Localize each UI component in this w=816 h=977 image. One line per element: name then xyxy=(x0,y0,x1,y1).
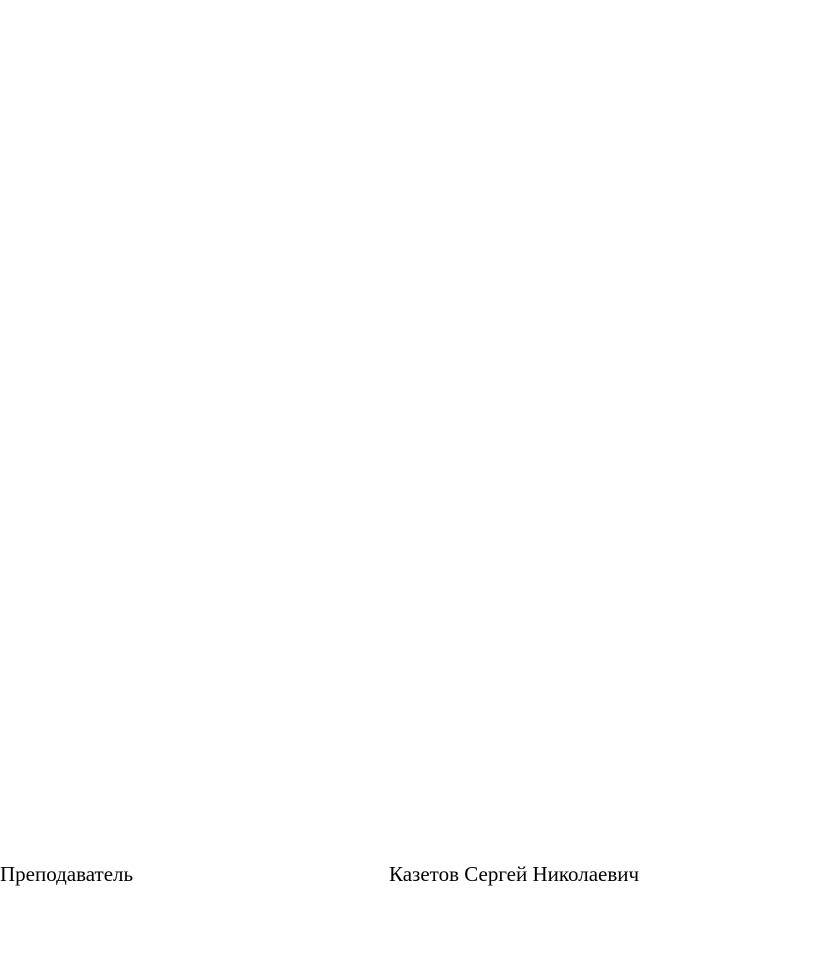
signature-name: Казетов Сергей Николаевич xyxy=(389,862,640,886)
signature-role: Преподаватель xyxy=(0,862,134,886)
